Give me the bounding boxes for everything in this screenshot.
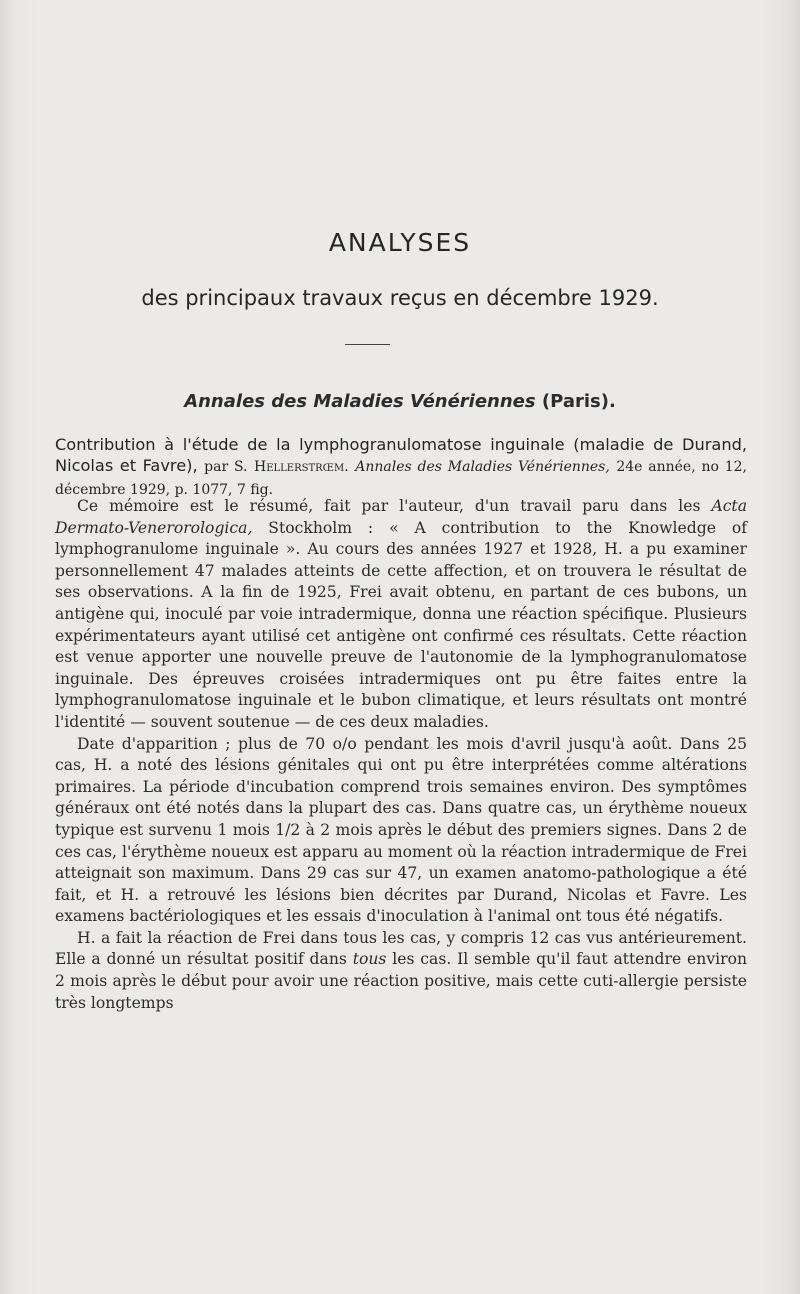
paragraph-3-text-b: les cas. Il semble qu'il faut attendre environ 2 mois après le début pour avoir une réaction positive, mais cette cuti-allergie persiste très longtemps [55, 950, 748, 1012]
journal-heading [0, 391, 800, 412]
paragraph-3 [55, 928, 747, 1014]
article-title: Contribution à l'étude de la lymphogranulomatose inguinale (maladie de Durand, Nicolas et Favre), [55, 435, 747, 475]
paragraph-2: Date d'apparition ; plus de 70 o/o pendant les mois d'avril jusqu'à août. Dans 25 cas, H. a noté des lésions génitales qui ont pu être interprétées comme altérations primaires. La période d'incubation comprend trois semaines environ. Des symptômes généraux ont été notés dans la plupart des cas. Dans quatre cas, un érythème noueux typique est survenu 1 mois 1/2 à 2 mois après le début des premiers signes. Dans 2 de ces cas, l'érythème noueux est apparu au moment où la réaction intradermique de Frei atteignait son maximum. Dans 29 cas sur 47, un examen anatomo-pathologique a été fait, et H. a retrouvé les lésions bien décrites par Durand, Nicolas et Favre. Les examens bactériologiques et les essais d'inoculation à l'animal ont tous été négatifs. [55, 734, 747, 926]
separator-rule [345, 344, 390, 345]
page-subtitle: des principaux travaux reçus en décembre 1929. [141, 286, 659, 310]
article-journal-ref: Annales des Maladies Vénériennes, [355, 459, 610, 475]
page-title: ANALYSES [328, 228, 472, 257]
paragraph-3-emphasis: tous [352, 950, 387, 969]
article-byline-prefix: par S. [204, 459, 248, 475]
paragraph-1-text-b: Stockholm : « A contribution to the Knowledge of lymphogranulome inguinale ». Au cours des années 1927 et 1928, H. a pu examiner personnellement 47 malades atteints de cette affection, et on trouvera le résultat de ses observations. A la fin de 1925, Frei avait obtenu, en partant de ces bubons, un antigène qui, inoculé par voie intradermique, donna une réaction spécifique. Plusieurs expérimentateurs ayant utilisé cet antigène ont confirmé ces résultats. Cette réaction est venue apporter une nouvelle preuve de l'autonomie de la lymphogranulomatose inguinale. Des épreuves croisées intradermiques ont pu être faites entre la lymphogranulomatose inguinale et le bubon climatique, et leurs résultats ont montré l'identité — souvent soutenue — de ces deux maladies. [55, 518, 747, 731]
paragraph-1 [55, 496, 747, 734]
article-header [55, 434, 747, 501]
paragraph-3-text-a: H. a fait la réaction de Frei dans tous les cas, y compris 12 cas vus antérieurement. Elle a donné un résultat positif dans [55, 928, 747, 969]
journal-name: Annales des Maladies Vénériennes [184, 391, 536, 412]
paragraph-1-text-a: Ce mémoire est le résumé, fait par l'auteur, d'un travail paru dans les [77, 497, 712, 515]
paragraph-1-journal: Acta Dermato-Venerorologica, [55, 497, 747, 537]
article-body [55, 496, 747, 1014]
article-author: Hellerstrœm. [254, 459, 349, 475]
article-ref-details: 24e année, no 12, décembre 1929, p. 1077, 7 fig. [55, 459, 747, 498]
journal-location: (Paris). [541, 391, 616, 412]
